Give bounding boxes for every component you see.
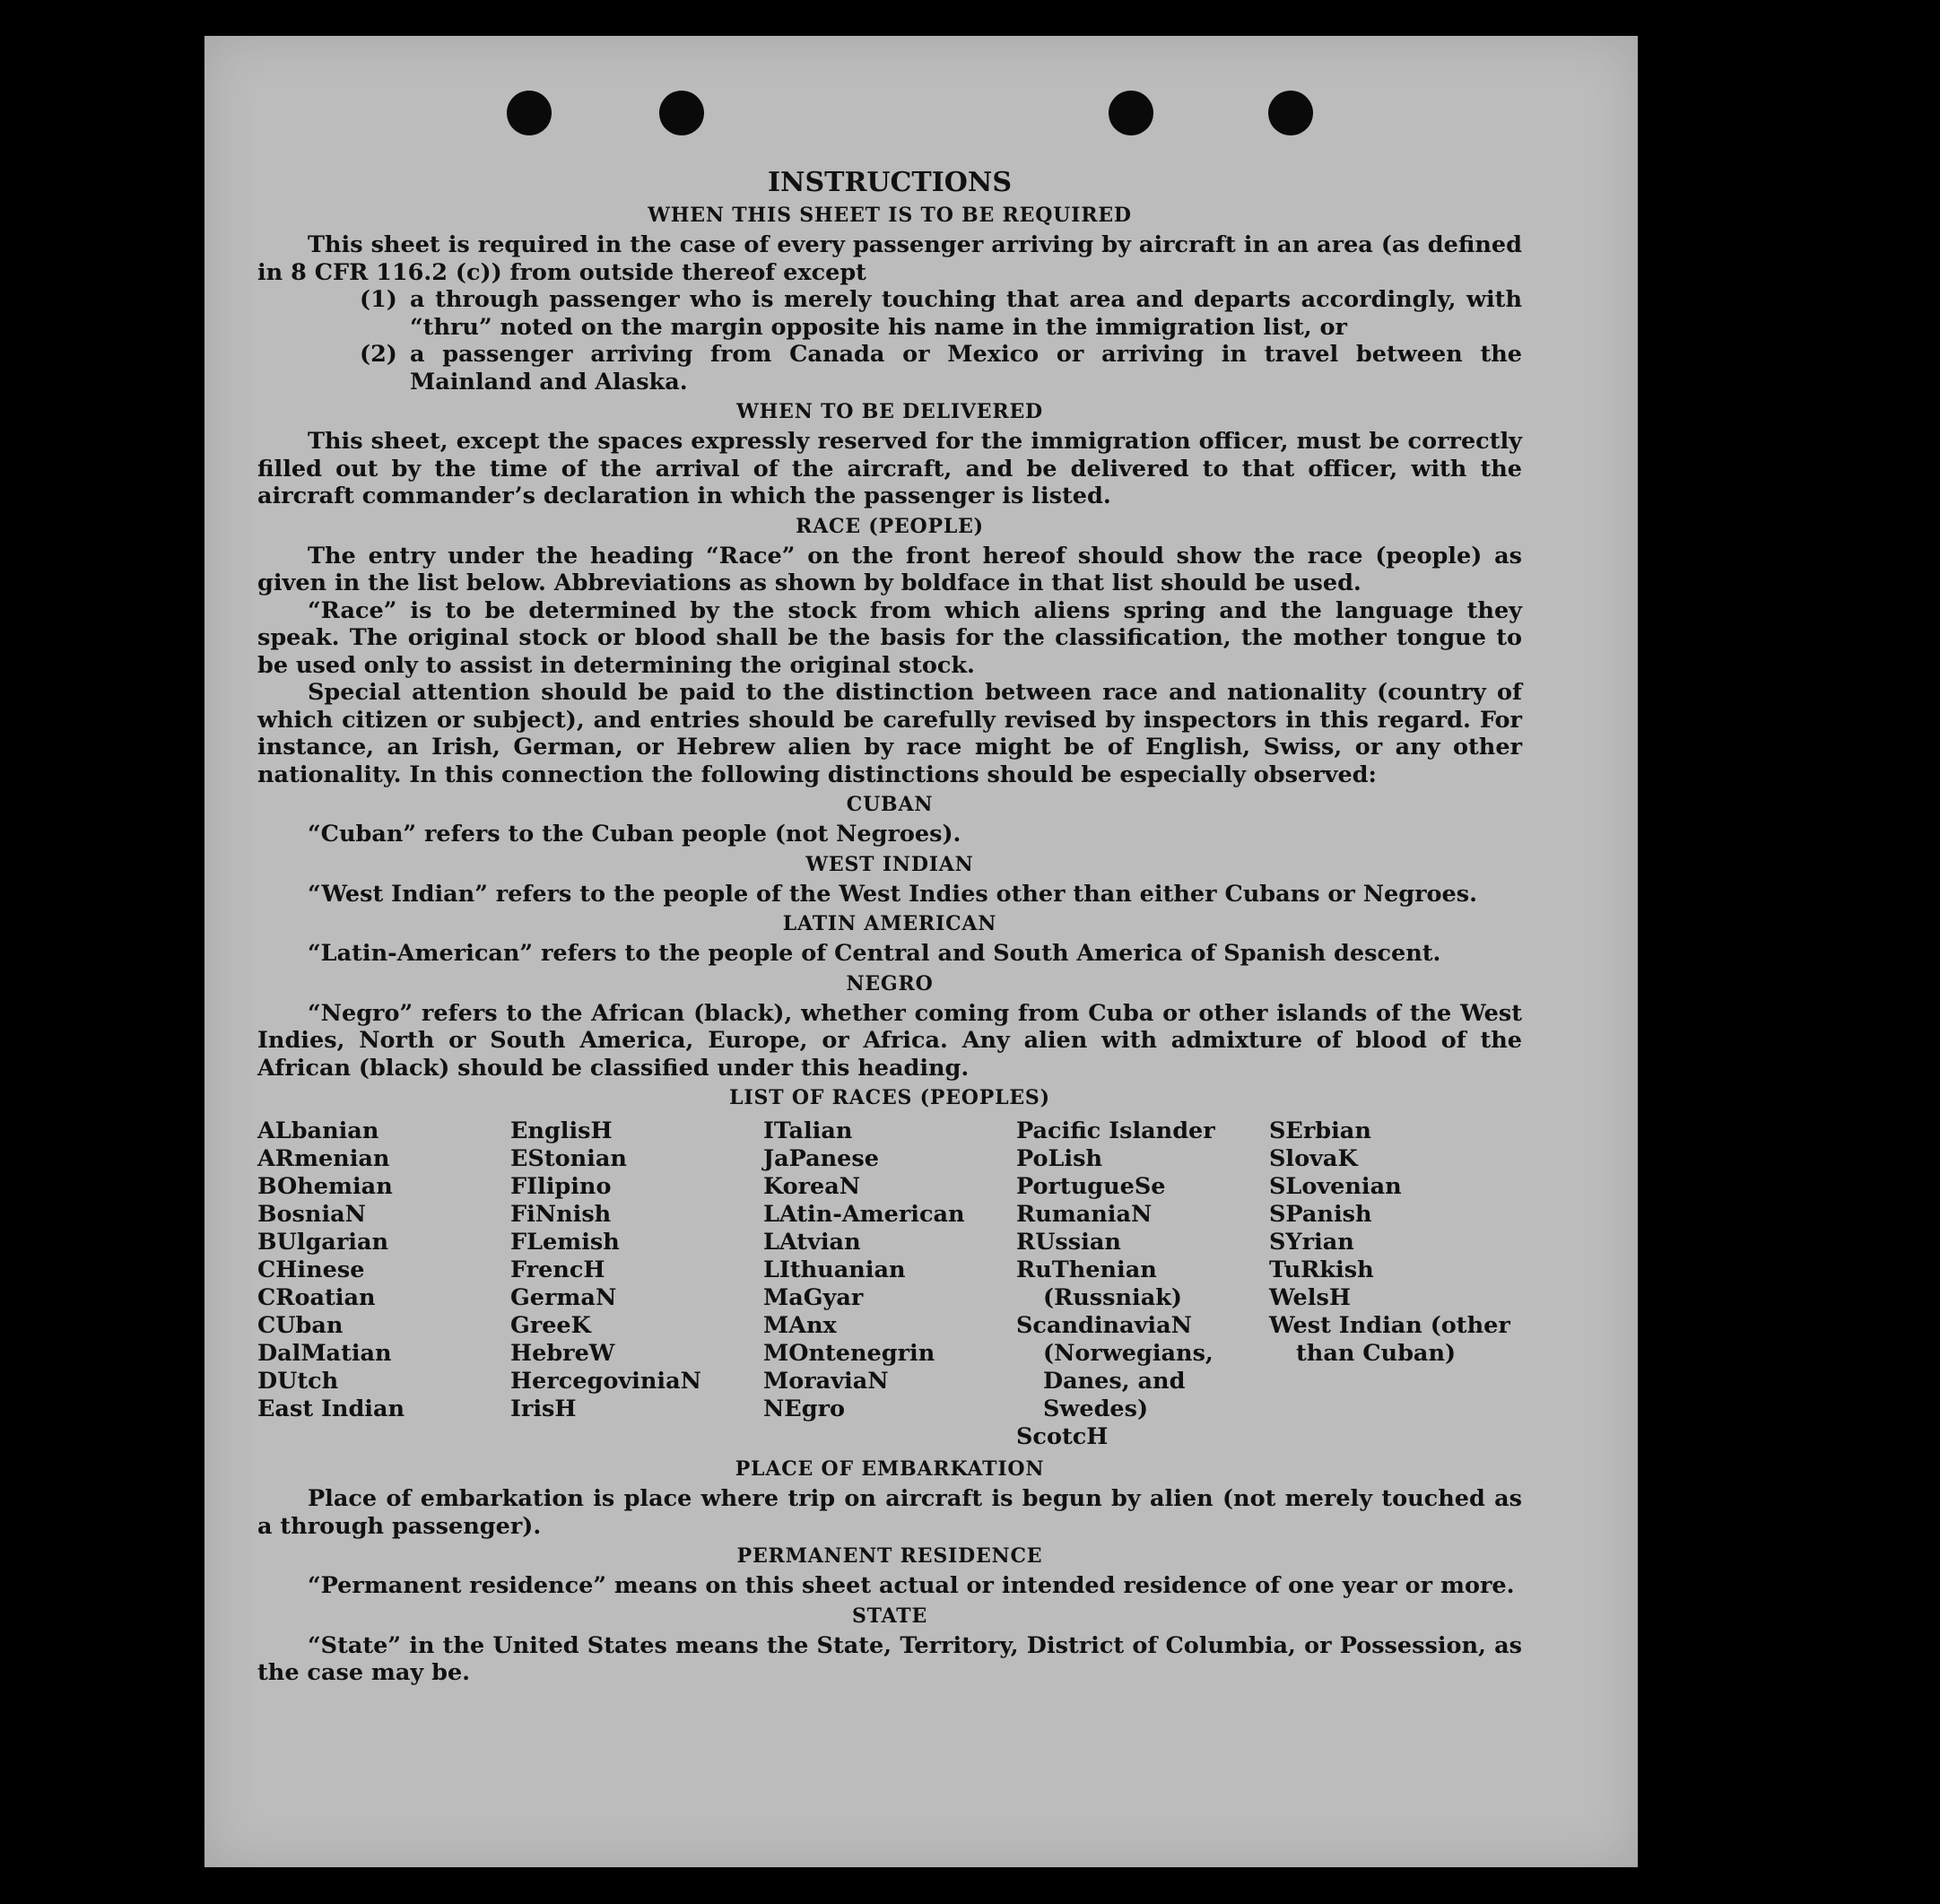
- section-heading: RACE (PEOPLE): [796, 514, 984, 538]
- paragraph: Place of embarkation is place where trip on aircraft is begun by alien (not merely touched as a through passenger).: [257, 1485, 1522, 1540]
- race-column-1: [257, 1117, 510, 1451]
- paragraph: “Latin-American” refers to the people of Central and South America of Spanish descent.: [308, 940, 1441, 967]
- section-heading: PERMANENT RESIDENCE: [736, 1544, 1043, 1568]
- race-item: CHinese: [257, 1256, 365, 1283]
- race-column-4: [1016, 1117, 1269, 1451]
- paragraph: “West Indian” refers to the people of the West Indies other than either Cubans or Negroes.: [308, 880, 1477, 908]
- race-item: MAnx: [763, 1312, 837, 1339]
- section-heading: PLACE OF EMBARKATION: [735, 1457, 1045, 1481]
- race-item: CUban: [257, 1312, 344, 1339]
- race-item: EStonian: [510, 1145, 627, 1172]
- section-heading: NEGRO: [846, 971, 934, 995]
- race-item: PoLish: [1016, 1145, 1103, 1172]
- paragraph: Special attention should be paid to the distinction between race and nationality (country of which citizen or subject), and entries should be carefully revised by inspectors in this regard. For instance, an Irish, German, or Hebrew alien by race might be of English, Swiss, or any other nationality. In this connection the following distinctions should be especially observed:: [257, 679, 1522, 788]
- race-item: HercegoviniaN: [510, 1368, 701, 1395]
- race-column-3: [763, 1117, 1016, 1451]
- race-item: LAtvian: [763, 1229, 861, 1256]
- race-item: KoreaN: [763, 1173, 861, 1200]
- race-item: ScandinaviaN (Norwegians, Danes, and Swedes): [1016, 1312, 1214, 1422]
- punch-hole-4: [1268, 91, 1313, 135]
- race-item: WelsH: [1269, 1284, 1351, 1311]
- section-heading: WHEN TO BE DELIVERED: [736, 400, 1043, 423]
- list-item-number: (1): [360, 286, 397, 313]
- race-item: RUssian: [1016, 1229, 1121, 1256]
- paragraph: This sheet, except the spaces expressly reserved for the immigration officer, must be correctly filled out by the time of the arrival of the aircraft, and be delivered to that officer, with the aircraft commander’s declaration in which the passenger is listed.: [257, 428, 1522, 509]
- race-item: EnglisH: [510, 1117, 613, 1144]
- race-item: PortugueSe: [1016, 1173, 1166, 1200]
- race-item: FIlipino: [510, 1173, 612, 1200]
- race-item: BOhemian: [257, 1173, 393, 1200]
- race-item: West Indian (other than Cuban): [1269, 1312, 1510, 1367]
- list-item-text: a passenger arriving from Canada or Mexico or arriving in travel between the Mainland and Alaska.: [410, 341, 1522, 396]
- section-heading: WEST INDIAN: [805, 852, 974, 876]
- section-heading: WHEN THIS SHEET IS TO BE REQUIRED: [648, 204, 1132, 227]
- paragraph: The entry under the heading “Race” on the front hereof should show the race (people) as given in the list below. Abbreviations as shown by boldface in that list should be used.: [257, 542, 1522, 596]
- paragraph: “Cuban” refers to the Cuban people (not Negroes).: [308, 821, 961, 848]
- race-item: ARmenian: [257, 1145, 390, 1172]
- section-heading: STATE: [851, 1604, 928, 1628]
- paragraph: This sheet is required in the case of every passenger arriving by aircraft in an area (as defined in 8 CFR 116.2 (c)) from outside thereof except: [257, 231, 1522, 286]
- race-item: SErbian: [1269, 1117, 1371, 1144]
- race-item: ITalian: [763, 1117, 853, 1144]
- race-item: BosniaN: [257, 1201, 366, 1228]
- race-item: FLemish: [510, 1229, 620, 1256]
- race-item: HebreW: [510, 1340, 615, 1367]
- list-item: [360, 286, 1522, 341]
- page-title: INSTRUCTIONS: [768, 167, 1012, 198]
- list-item-number: (2): [360, 341, 397, 368]
- races-heading: LIST OF RACES (PEOPLES): [729, 1086, 1050, 1109]
- race-item: FrencH: [510, 1256, 605, 1283]
- race-item: RumaniaN: [1016, 1201, 1153, 1228]
- race-item: ScotcH: [1016, 1423, 1109, 1450]
- race-item: SlovaK: [1269, 1145, 1358, 1172]
- race-item: Pacific Islander: [1016, 1117, 1215, 1144]
- paragraph: “Negro” refers to the African (black), whether coming from Cuba or other islands of the West Indies, North or South America, Europe, or Africa. Any alien with admixture of blood of the African (black) should be classified under this heading.: [257, 999, 1522, 1082]
- race-list: [257, 1117, 1522, 1451]
- document-content: [257, 167, 1522, 1687]
- race-item: CRoatian: [257, 1284, 376, 1311]
- race-item: JaPanese: [763, 1145, 879, 1172]
- list-item: [360, 341, 1522, 396]
- list-item-text: a through passenger who is merely touching that area and departs accordingly, with “thru” noted on the margin opposite his name in the immigration list, or: [410, 286, 1522, 341]
- paragraph: “State” in the United States means the State, Territory, District of Columbia, or Possession, as the case may be.: [257, 1631, 1522, 1686]
- punch-hole-1: [507, 91, 552, 135]
- race-item: MaGyar: [763, 1284, 864, 1311]
- race-item: RuThenian (Russniak): [1016, 1256, 1182, 1311]
- section-heading: LATIN AMERICAN: [782, 912, 997, 935]
- race-item: FiNnish: [510, 1201, 612, 1228]
- section-heading: CUBAN: [846, 793, 934, 816]
- race-item: IrisH: [510, 1395, 577, 1422]
- race-item: DalMatian: [257, 1340, 392, 1367]
- punch-hole-2: [659, 91, 704, 135]
- document-sheet: [204, 36, 1638, 1867]
- race-item: DUtch: [257, 1368, 339, 1395]
- race-column-5: [1269, 1117, 1522, 1451]
- race-item: NEgro: [763, 1395, 846, 1422]
- race-column-2: [510, 1117, 763, 1451]
- race-item: TuRkish: [1269, 1256, 1374, 1283]
- race-item: ALbanian: [257, 1117, 379, 1144]
- punch-hole-3: [1109, 91, 1153, 135]
- paragraph: “Race” is to be determined by the stock from which aliens spring and the language they speak. The original stock or blood shall be the basis for the classification, the mother tongue to be used only to assist in determining the original stock.: [257, 596, 1522, 679]
- paragraph: “Permanent residence” means on this sheet actual or intended residence of one year or more.: [308, 1572, 1515, 1599]
- race-item: SPanish: [1269, 1201, 1372, 1228]
- race-item: LIthuanian: [763, 1256, 906, 1283]
- race-item: LAtin-American: [763, 1201, 965, 1228]
- race-item: SYrian: [1269, 1229, 1354, 1256]
- race-item: BUlgarian: [257, 1229, 389, 1256]
- race-item: MoraviaN: [763, 1368, 889, 1395]
- race-item: GreeK: [510, 1312, 591, 1339]
- race-item: East Indian: [257, 1395, 405, 1422]
- race-item: GermaN: [510, 1284, 617, 1311]
- race-item: SLovenian: [1269, 1173, 1402, 1200]
- race-item: MOntenegrin: [763, 1340, 935, 1367]
